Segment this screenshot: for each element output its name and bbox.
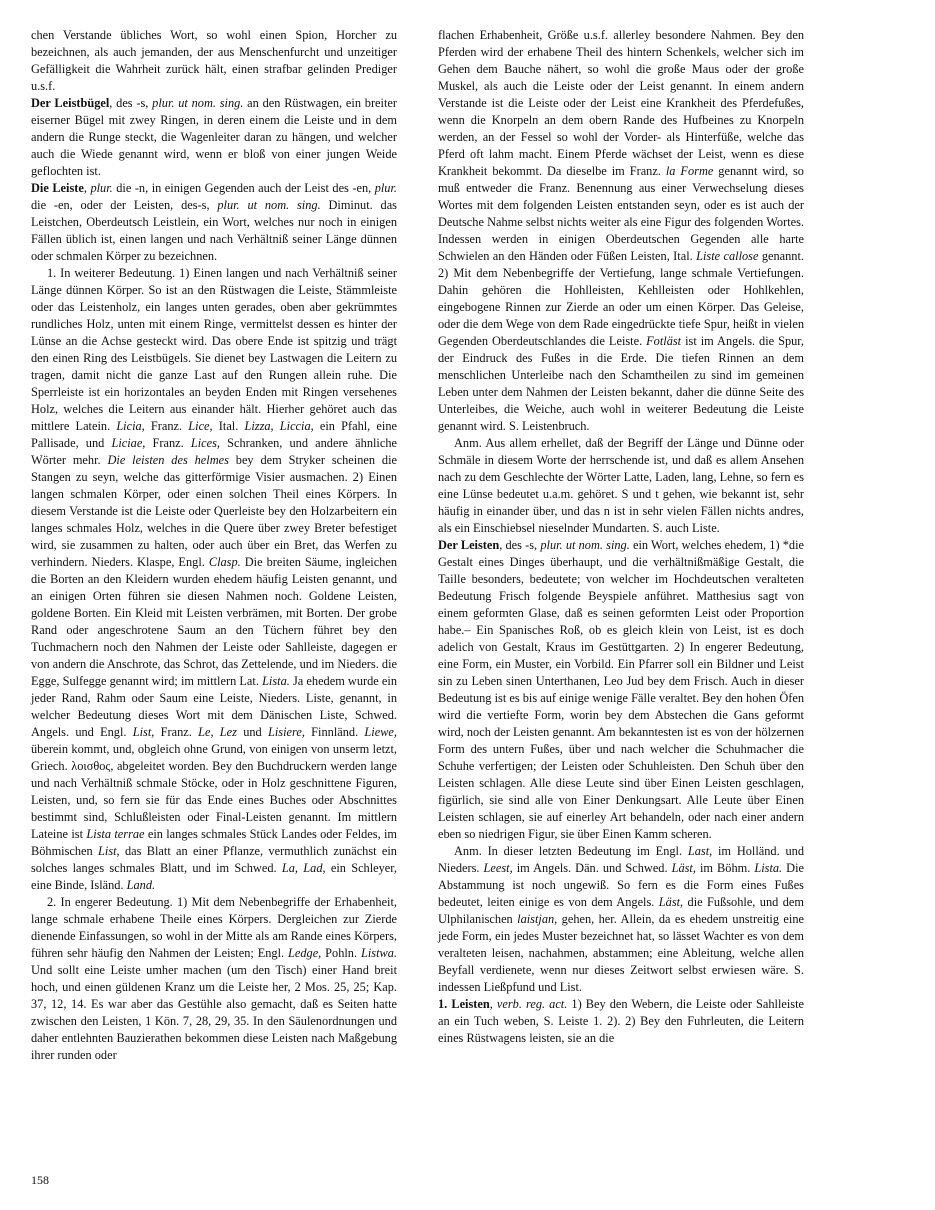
entry-leisten-verb: 1. Leisten, verb. reg. act. 1) Bey den Webern, die Leiste oder Sahlleiste an ein Tuch weben, S. Leiste 1. 2). 2) Bey den Fuhrleuten, die Leitern eines Rüstwagens leisten, sie an die	[438, 997, 805, 1045]
entry-leistbuegel: Der Leistbügel, des -s, plur. ut nom. sing. an den Rüstwagen, ein breiter eiserner Bügel mit zwey Ringen, in deren einem die Leiste und in dem andern die Runge steckt, die Wagenleiter daran zu hängen, und welcher auch die Wiede genannt wird, wenn er bloß von einer jungen Weide geflochten ist.	[31, 96, 397, 178]
entry-leiste: Die Leiste, plur. die -n, in einigen Gegenden auch der Leist des -en, plur. die -en, oder der Leisten, des-s, plur. ut nom. sing. Diminut. das Leistchen, Oberdeutsch Leistlein, ein Wort, welches nur noch in einigen Fällen üblich ist, einen langen und nach Verhältniß seiner Länge dünnen oder schmalen Körper zu bezeichnen.	[31, 181, 397, 263]
paragraph-sense-2: 2. In engerer Bedeutung. 1) Mit dem Nebenbegriffe der Erhabenheit, lange schmale erhabene Theile eines Körpers. Dergleichen zur Zierde dienende Einfassungen, so wohl in der Mitte als am Rande eines Körpers, führen sehr häufig den Nahmen der Leisten; Engl. Ledge, Pohln. Listwa. Und sollt eine Leiste umher machen (um den Tisch) einer Hand breit hoch, und einen güldenen Kranz um die Leiste her, 2 Mos. 25, 25; Kap. 37, 12, 14. Es war aber das Gestühle also gemacht, daß es Seiten hatte zwischen den Leisten, 1 Kön. 7, 28, 29, 35. In den Säulenordnungen und daher entlehnten Bauzierathen bekommen diese Leisten nach Maßgebung ihrer runden oder	[31, 895, 397, 1062]
paragraph-sense-1: 1. In weiterer Bedeutung. 1) Einen langen und nach Verhältniß seiner Länge dünnen Körper. So ist an den Rüstwagen die Leiste, Stämmleiste oder das Leistenholz, ein langes unten gerades, oben aber gekrümmtes rundliches Holz, unten mit einem Ringe, vermittelst dessen es hinter der Lünse an die Achse gesteckt wird. Das obere Ende ist spitzig und trägt den einen Ring des Leistbügels. Sie dienet bey Lastwagen die Leitern zu tragen, damit nicht die ganze Last auf den Rungen allein ruhe. Die Sperrleiste ist ein horizontales an beyden Enden mit Ringen versehenes Holz, welches die Leitern aus einander hält. Hierher gehöret auch das mittlere Latein. Licia, Franz. Lice, Ital. Lizza, Liccia, ein Pfahl, eine Pallisade, und Liciae, Franz. Lices, Schranken, und andere ähnliche Wörter mehr. Die leisten des helmes bey dem Stryker scheinen die Stangen zu seyn, welche das gitterförmige Visier ausmachen. 2) Einen langen schmalen Körper, oder einen solchen Theil eines Körpers. In diesem Verstande ist die Leiste oder Querleiste bey den Holzarbeitern ein langes schmales Holz, welches in die Quere über zwey Breter befestiget wird, sie zusammen zu halten, oder auch über ein Bret, das Werfen zu verhindern. Nieders. Klaspe, Engl. Clasp. Die breiten Säume, ingleichen die Borten an den Kleidern wurden ehedem häufig Leisten genannt, und an einigen Orten führen sie diesen Nahmen noch. Goldene Leisten, goldene Borten. Ein Kleid mit Leisten verbrämen, mit Borten. Der grobe Rand oder angeschrotene Saum an den Tüchern führet bey den Tuchmachern noch den Nahmen der Leiste oder Sahlleiste, dagegen er von andern die Anschrote, das Schrot, das Zettelende, und im Nieders. die Egge, Sulfegge genannt wird; im mittlern Lat. Lista. Ja ehedem wurde ein jeder Rand, Rahm oder Saum eine Leiste, Nieders. Liste, genannt, in welcher Bedeutung dieses Wort mit dem Dänischen Liste, Schwed. Angels. und Engl. List, Franz. Le, Lez und Lisiere, Finnländ. Liewe, überein kommt, und, obgleich ohne Grund, von einigen von unserm letzt, Griech. λοισθος, abgeleitet worden. Bey den Buchdruckern werden lange und nach Verhältniß schmale Stöcke, oder in Holz geschnittene Figuren, Leisten, und, so fern sie für das Ende eines Buches oder Abschnittes bestimmt sind, Schlußleisten oder Final-Leisten genannt. Im mittlern Lateine ist Lista terrae ein langes schmales Stück Landes oder Feldes, im Böhmischen List, das Blatt an einer Pflanze, vermuthlich zunächst ein solches langes schmales Blatt, und im Schwed. La, Lad, ein Schleyer, eine Binde, Isländ. Land.	[31, 266, 398, 892]
right-column	[438, 27, 804, 1047]
headword: Der Leistbügel	[31, 96, 110, 110]
headword: 1. Leisten	[438, 997, 490, 1011]
headword: Die Leiste	[31, 181, 84, 195]
annotation-paragraph: Anm. In dieser letzten Bedeutung im Engl. Last, im Holländ. und Nieders. Leest, im Angels. Dän. und Schwed. Läst, im Böhm. Lista. Die Abstammung ist noch ungewiß. So fern es die Form eines Fußes bedeutet, leiten einige es von dem Angels. Läst, die Fußsohle, und dem Ulphilanischen laistjan, gehen, her. Allein, da es ehedem unstreitig eine jede Form, ein jedes Muster bezeichnet hat, so lässet Wachter es von dem veralteten leisen, nachahmen, abstammen; eine Ableitung, welche allen Beyfall verdienete, wenn nur dieses Zeitwort selbst erwiesen wäre. S. indessen Ließpfund und List.	[438, 844, 804, 994]
paragraph: flachen Erhabenheit, Größe u.s.f. allerley besondere Nahmen. Bey den Pferden wird der erhabene Theil des hintern Schenkels, welcher sich im Gehen dem Bauche nähert, so wohl die große Maus oder der große Muskel, als auch die Leiste oder der Leist genannt. In einem andern Verstande ist die Leiste oder der Leist eine Krankheit des Pferdefußes, wenn die Knorpeln an dem obern Rande des Hufbeines zu Knorpeln werden, an der Fessel so wohl der Vorder- als Hinterfüße, welche das Pferd oft lahm macht. Einem Pferde wächset der Leist, wenn es diese Krankheit bekommt. Da dieselbe im Franz. la Forme genannt wird, so muß entweder die Franz. Benennung aus einer Verwechselung dieses Wortes mit dem folgenden Leisten entstanden seyn, oder es ist auch der Deutsche Nahme selbst nichts weiter als eine Figur des folgenden Wortes. Indessen werden in einigen Oberdeutschen Gegenden alle harte Schwielen an den Händen oder Füßen Leisten, Ital. Liste callose genannt. 2) Mit dem Nebenbegriffe der Vertiefung, lange schmale Vertiefungen. Dahin gehören die Hohlleisten, Kehlleisten oder Hohlkehlen, eingebogene Rinnen zur Zierde an oder um einen Körper. Das Geleise, oder die dem Wege von dem Rade eingedrückte tiefe Spur, heißt in vielen Gegenden Oberdeutschlandes die Leiste. Fotläst ist im Angels. die Spur, der Eindruck des Fußes in die Erde. Die tiefen Rinnen an dem menschlichen Unterleibe nach den Schamtheilen zu sind im gemeinen Leben unter dem Nahmen der Leisten bekannt, daher die dünne Seite des Unterleibes, die Weiche, auch wohl in weiterer Bedeutung die Leiste genannt wird. S. Leistenbruch.	[438, 28, 804, 433]
entry-der-leisten: Der Leisten, des -s, plur. ut nom. sing. ein Wort, welches ehedem, 1) *die Gestalt eines Dinges überhaupt, und die verhältnißmäßige Gestalt, die Taille besonders, bedeutete; von welcher im Hochdeutschen veralteten Bedeutung Frisch folgende Beyspiele anführet. Matthesius sagt von einem geformten Glase, daß es seinen geformten Leist oder Proportion habe.– Ein Spanisches Roß, ob es gleich klein von Leist, ist es doch adelich von Gestalt, Kraus im Gestüttgarten. 2) In engerer Bedeutung, eine Form, ein Muster, ein Vorbild. Ein Pfarrer soll ein Bildner und Leist sin zu Leben sinen Unterthanen, Leo Jud bey dem Frisch. Auch in dieser Bedeutung ist es bis auf einige wenige Fälle veraltet. Bey den hohen Öfen wird die vertiefte Form, worin bey dem Abstechen die Gans geformt wird, noch der Leisten genannt. Am bekanntesten ist es von der hölzernen Form des untern Fußes, über und nach welcher die Schuhmacher die Schuhe verfertigen; der Leisten oder Schuhleisten. Den Schuh über den Leisten schlagen. Alle diese Leute sind über Einen Leisten geschlagen, figürlich, sie sind alle von Einer Denkungsart. Alle Leute über Einen Leisten schlagen, sie auf einerley Art behandeln, oder nach einer andern eben so niedrigen Figur, sie über Einen Kamm scheren.	[438, 538, 804, 841]
paragraph: chen Verstande übliches Wort, so wohl einen Spion, Horcher zu bezeichnen, als auch jemanden, der aus Menschenfurcht und unzeitiger Gefälligkeit die Wahrheit zurück hält, einen strafbar gelinden Prediger u.s.f.	[31, 28, 397, 93]
headword: Der Leisten	[438, 538, 500, 552]
left-column	[31, 27, 397, 1064]
annotation-paragraph: Anm. Aus allem erhellet, daß der Begriff der Länge und Dünne oder Schmäle in diesem Worte der herrschende ist, und daß es allem Ansehen nach zu dem Geschlechte der Wörter Latte, Laden, lang, Lehne, so fern es eine Lünse bedeutet u.a.m. gehöret. S und t gehen, wie bekannt ist, sehr häufig in einander über, und das n ist in sehr vielen Fällen nichts andres, als ein Einschiebsel nieselnder Mundarten. S. auch Liste.	[438, 436, 804, 535]
page-number: 158	[31, 1173, 49, 1187]
